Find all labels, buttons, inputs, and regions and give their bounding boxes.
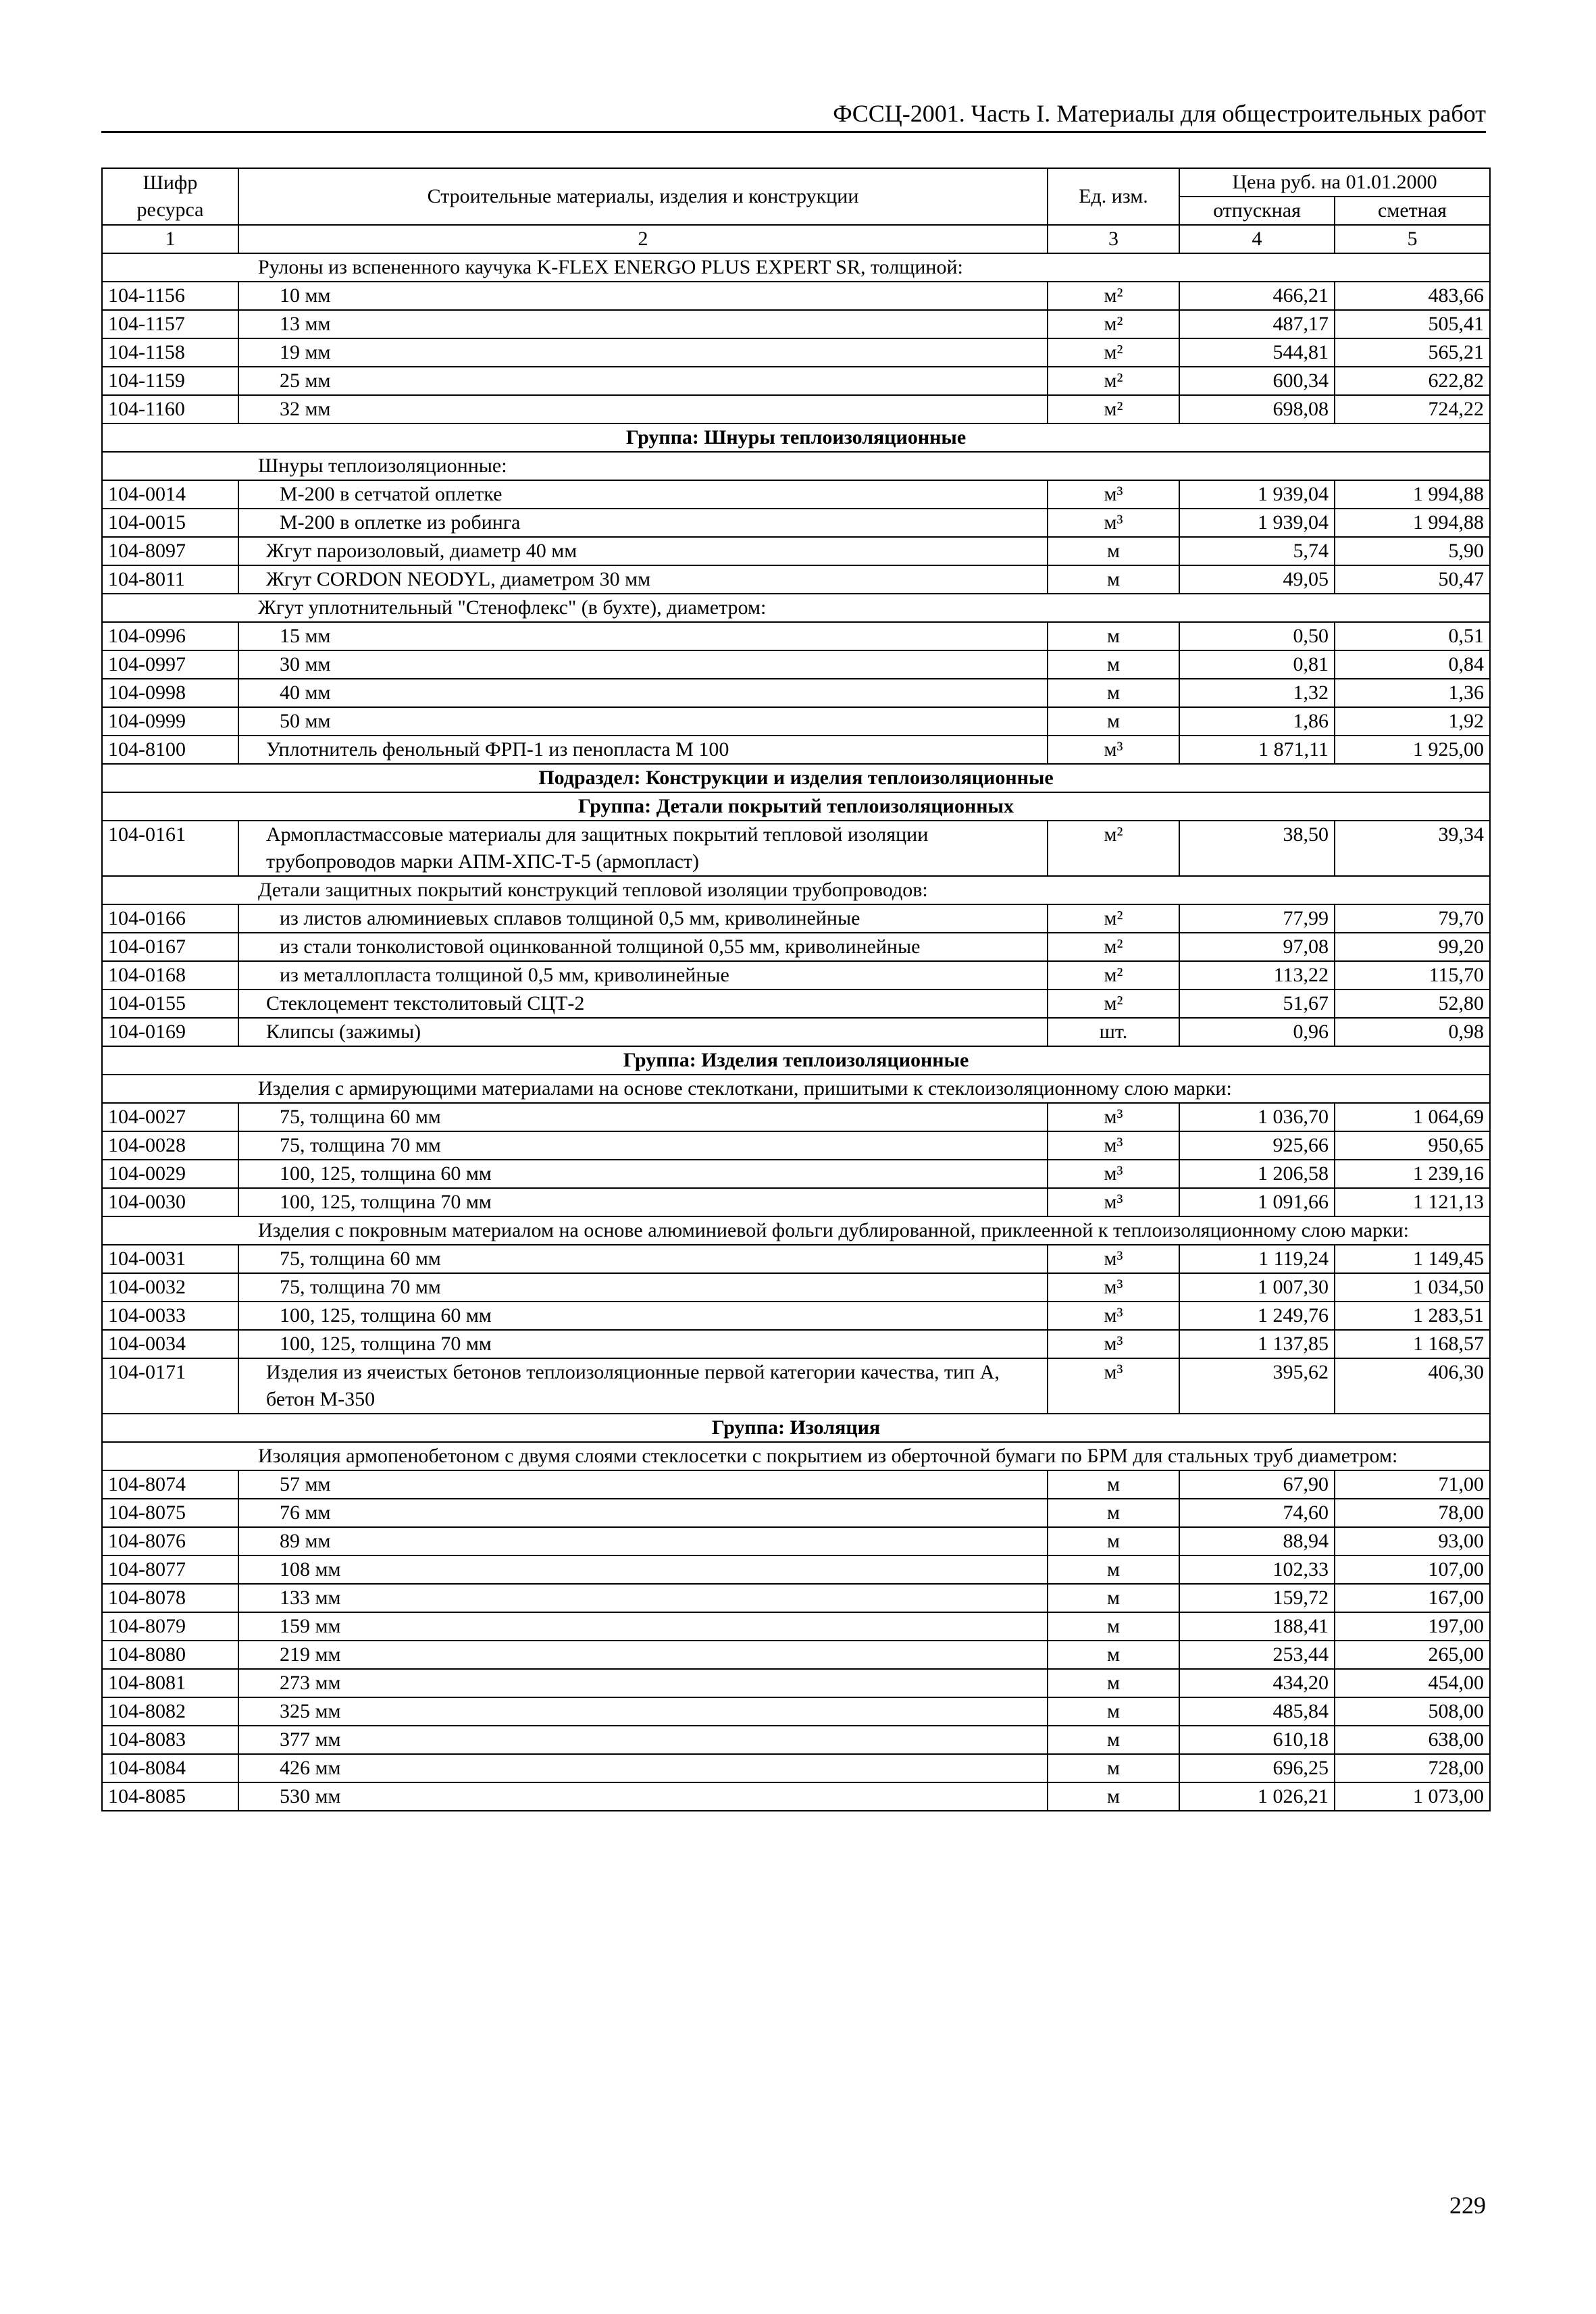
release-price: 1 119,24 bbox=[1179, 1245, 1335, 1273]
unit-of-measure: м² bbox=[1048, 282, 1179, 310]
table-row bbox=[102, 1527, 1490, 1555]
unit-of-measure: м³ bbox=[1048, 1245, 1179, 1273]
estimate-price: 1,92 bbox=[1335, 707, 1490, 736]
subheading-text: Изделия с армирующими материалами на основе стеклоткани, пришитыми к стеклоизоляционному слою марки: bbox=[102, 1075, 1490, 1103]
table-row bbox=[102, 961, 1490, 989]
header-unit: Ед. изм. bbox=[1048, 168, 1179, 225]
resource-code: 104-1156 bbox=[102, 282, 238, 310]
estimate-price: 52,80 bbox=[1335, 989, 1490, 1018]
material-name: 133 мм bbox=[238, 1584, 1048, 1612]
release-price: 485,84 bbox=[1179, 1697, 1335, 1726]
estimate-price: 39,34 bbox=[1335, 821, 1490, 876]
unit-of-measure: м³ bbox=[1048, 1273, 1179, 1302]
estimate-price: 107,00 bbox=[1335, 1555, 1490, 1584]
material-name: 273 мм bbox=[238, 1669, 1048, 1697]
material-name: из листов алюминиевых сплавов толщиной 0,5 мм, криволинейные bbox=[238, 904, 1048, 933]
unit-of-measure: м² bbox=[1048, 961, 1179, 989]
resource-code: 104-0167 bbox=[102, 933, 238, 961]
resource-code: 104-8075 bbox=[102, 1499, 238, 1527]
material-name: Армопластмассовые материалы для защитных покрытий тепловой изоляции трубопроводов марки АПМ-ХПС-Т-5 (армопласт) bbox=[238, 821, 1048, 876]
release-price: 1 036,70 bbox=[1179, 1103, 1335, 1131]
table-row bbox=[102, 1754, 1490, 1782]
unit-of-measure: м³ bbox=[1048, 1160, 1179, 1188]
subheading-row bbox=[102, 1075, 1490, 1103]
unit-of-measure: м² bbox=[1048, 367, 1179, 395]
resource-code: 104-8100 bbox=[102, 736, 238, 764]
release-price: 466,21 bbox=[1179, 282, 1335, 310]
unit-of-measure: м³ bbox=[1048, 1302, 1179, 1330]
estimate-price: 5,90 bbox=[1335, 537, 1490, 565]
release-price: 97,08 bbox=[1179, 933, 1335, 961]
release-price: 49,05 bbox=[1179, 565, 1335, 594]
estimate-price: 99,20 bbox=[1335, 933, 1490, 961]
subheading-text: Детали защитных покрытий конструкций тепловой изоляции трубопроводов: bbox=[102, 876, 1490, 904]
resource-code: 104-0030 bbox=[102, 1188, 238, 1216]
unit-of-measure: шт. bbox=[1048, 1018, 1179, 1046]
unit-of-measure: м bbox=[1048, 1782, 1179, 1811]
table-row bbox=[102, 1782, 1490, 1811]
resource-code: 104-8085 bbox=[102, 1782, 238, 1811]
group-heading: Группа: Детали покрытий теплоизоляционных bbox=[102, 792, 1490, 821]
release-price: 88,94 bbox=[1179, 1527, 1335, 1555]
unit-of-measure: м³ bbox=[1048, 1358, 1179, 1414]
resource-code: 104-8077 bbox=[102, 1555, 238, 1584]
estimate-price: 0,98 bbox=[1335, 1018, 1490, 1046]
table-row bbox=[102, 338, 1490, 367]
material-name: 100, 125, толщина 60 мм bbox=[238, 1302, 1048, 1330]
table-row bbox=[102, 1131, 1490, 1160]
release-price: 1 871,11 bbox=[1179, 736, 1335, 764]
unit-of-measure: м² bbox=[1048, 395, 1179, 423]
unit-of-measure: м bbox=[1048, 679, 1179, 707]
table-row bbox=[102, 537, 1490, 565]
resource-code: 104-0014 bbox=[102, 480, 238, 509]
table-row bbox=[102, 1470, 1490, 1499]
unit-of-measure: м² bbox=[1048, 989, 1179, 1018]
estimate-price: 1 925,00 bbox=[1335, 736, 1490, 764]
resource-code: 104-1160 bbox=[102, 395, 238, 423]
material-name: 57 мм bbox=[238, 1470, 1048, 1499]
material-name: 100, 125, толщина 70 мм bbox=[238, 1330, 1048, 1358]
material-name: 75, толщина 70 мм bbox=[238, 1273, 1048, 1302]
table-row bbox=[102, 989, 1490, 1018]
table-row bbox=[102, 480, 1490, 509]
resource-code: 104-0161 bbox=[102, 821, 238, 876]
header-code: Шифр ресурса bbox=[102, 168, 238, 225]
unit-of-measure: м² bbox=[1048, 338, 1179, 367]
table-header bbox=[102, 168, 1490, 253]
estimate-price: 79,70 bbox=[1335, 904, 1490, 933]
estimate-price: 50,47 bbox=[1335, 565, 1490, 594]
estimate-price: 406,30 bbox=[1335, 1358, 1490, 1414]
unit-of-measure: м bbox=[1048, 1641, 1179, 1669]
unit-of-measure: м³ bbox=[1048, 480, 1179, 509]
release-price: 925,66 bbox=[1179, 1131, 1335, 1160]
material-name: М-200 в сетчатой оплетке bbox=[238, 480, 1048, 509]
group-heading: Группа: Изделия теплоизоляционные bbox=[102, 1046, 1490, 1075]
subheading-text: Изделия с покровным материалом на основе алюминиевой фольги дублированной, приклеенной к теплоизоляционному слою марки: bbox=[102, 1216, 1490, 1245]
release-price: 395,62 bbox=[1179, 1358, 1335, 1414]
table-row bbox=[102, 395, 1490, 423]
release-price: 102,33 bbox=[1179, 1555, 1335, 1584]
resource-code: 104-1158 bbox=[102, 338, 238, 367]
estimate-price: 1,36 bbox=[1335, 679, 1490, 707]
release-price: 51,67 bbox=[1179, 989, 1335, 1018]
unit-of-measure: м³ bbox=[1048, 1103, 1179, 1131]
group-heading-row bbox=[102, 423, 1490, 452]
table-row bbox=[102, 1555, 1490, 1584]
release-price: 253,44 bbox=[1179, 1641, 1335, 1669]
resource-code: 104-8082 bbox=[102, 1697, 238, 1726]
page-number: 229 bbox=[1449, 2192, 1486, 2219]
table-row bbox=[102, 904, 1490, 933]
resource-code: 104-0032 bbox=[102, 1273, 238, 1302]
material-name: 25 мм bbox=[238, 367, 1048, 395]
material-name: Изделия из ячеистых бетонов теплоизоляционные первой категории качества, тип А, бетон М-350 bbox=[238, 1358, 1048, 1414]
release-price: 1,32 bbox=[1179, 679, 1335, 707]
resource-code: 104-8083 bbox=[102, 1726, 238, 1754]
resource-code: 104-0034 bbox=[102, 1330, 238, 1358]
subheading-text: Рулоны из вспененного каучука K-FLEX ENERGO PLUS EXPERT SR, толщиной: bbox=[102, 253, 1490, 282]
group-heading-row bbox=[102, 1046, 1490, 1075]
estimate-price: 1 064,69 bbox=[1335, 1103, 1490, 1131]
material-name: 219 мм bbox=[238, 1641, 1048, 1669]
table-row bbox=[102, 736, 1490, 764]
material-name: из стали тонколистовой оцинкованной толщиной 0,55 мм, криволинейные bbox=[238, 933, 1048, 961]
estimate-price: 454,00 bbox=[1335, 1669, 1490, 1697]
column-index: 5 bbox=[1335, 225, 1490, 253]
resource-code: 104-8080 bbox=[102, 1641, 238, 1669]
resource-code: 104-0155 bbox=[102, 989, 238, 1018]
release-price: 487,17 bbox=[1179, 310, 1335, 338]
material-name: 40 мм bbox=[238, 679, 1048, 707]
price-table bbox=[101, 168, 1491, 1811]
release-price: 698,08 bbox=[1179, 395, 1335, 423]
estimate-price: 1 168,57 bbox=[1335, 1330, 1490, 1358]
resource-code: 104-8011 bbox=[102, 565, 238, 594]
unit-of-measure: м bbox=[1048, 707, 1179, 736]
estimate-price: 508,00 bbox=[1335, 1697, 1490, 1726]
release-price: 1,86 bbox=[1179, 707, 1335, 736]
unit-of-measure: м bbox=[1048, 1726, 1179, 1754]
estimate-price: 78,00 bbox=[1335, 1499, 1490, 1527]
header-price: Цена руб. на 01.01.2000 bbox=[1179, 168, 1490, 197]
table-row bbox=[102, 622, 1490, 650]
release-price: 434,20 bbox=[1179, 1669, 1335, 1697]
subheading-text: Шнуры теплоизоляционные: bbox=[102, 452, 1490, 480]
table-row bbox=[102, 1330, 1490, 1358]
estimate-price: 1 121,13 bbox=[1335, 1188, 1490, 1216]
table-row bbox=[102, 282, 1490, 310]
estimate-price: 505,41 bbox=[1335, 310, 1490, 338]
table-row bbox=[102, 933, 1490, 961]
unit-of-measure: м bbox=[1048, 1669, 1179, 1697]
subheading-row bbox=[102, 452, 1490, 480]
table-row bbox=[102, 1358, 1490, 1414]
group-heading-row bbox=[102, 1414, 1490, 1442]
header-name: Строительные материалы, изделия и конструкции bbox=[238, 168, 1048, 225]
material-name: 30 мм bbox=[238, 650, 1048, 679]
estimate-price: 0,84 bbox=[1335, 650, 1490, 679]
subheading-row bbox=[102, 253, 1490, 282]
release-price: 0,81 bbox=[1179, 650, 1335, 679]
resource-code: 104-0031 bbox=[102, 1245, 238, 1273]
estimate-price: 197,00 bbox=[1335, 1612, 1490, 1641]
subheading-row bbox=[102, 1442, 1490, 1470]
resource-code: 104-8076 bbox=[102, 1527, 238, 1555]
material-name: 325 мм bbox=[238, 1697, 1048, 1726]
table-row bbox=[102, 1245, 1490, 1273]
resource-code: 104-0996 bbox=[102, 622, 238, 650]
material-name: 100, 125, толщина 60 мм bbox=[238, 1160, 1048, 1188]
material-name: 426 мм bbox=[238, 1754, 1048, 1782]
estimate-price: 1 283,51 bbox=[1335, 1302, 1490, 1330]
release-price: 5,74 bbox=[1179, 537, 1335, 565]
release-price: 188,41 bbox=[1179, 1612, 1335, 1641]
release-price: 0,50 bbox=[1179, 622, 1335, 650]
resource-code: 104-0028 bbox=[102, 1131, 238, 1160]
table-row bbox=[102, 310, 1490, 338]
unit-of-measure: м bbox=[1048, 1612, 1179, 1641]
unit-of-measure: м bbox=[1048, 1555, 1179, 1584]
table-row bbox=[102, 509, 1490, 537]
header-rule bbox=[101, 131, 1486, 133]
estimate-price: 1 149,45 bbox=[1335, 1245, 1490, 1273]
resource-code: 104-1159 bbox=[102, 367, 238, 395]
estimate-price: 622,82 bbox=[1335, 367, 1490, 395]
unit-of-measure: м bbox=[1048, 1584, 1179, 1612]
unit-of-measure: м bbox=[1048, 1499, 1179, 1527]
unit-of-measure: м bbox=[1048, 1527, 1179, 1555]
unit-of-measure: м bbox=[1048, 622, 1179, 650]
material-name: 32 мм bbox=[238, 395, 1048, 423]
resource-code: 104-0166 bbox=[102, 904, 238, 933]
material-name: 76 мм bbox=[238, 1499, 1048, 1527]
material-name: 75, толщина 60 мм bbox=[238, 1103, 1048, 1131]
material-name: 50 мм bbox=[238, 707, 1048, 736]
group-heading: Группа: Шнуры теплоизоляционные bbox=[102, 423, 1490, 452]
table-row bbox=[102, 367, 1490, 395]
resource-code: 104-0168 bbox=[102, 961, 238, 989]
table-row bbox=[102, 1188, 1490, 1216]
release-price: 77,99 bbox=[1179, 904, 1335, 933]
material-name: из металлопласта толщиной 0,5 мм, криволинейные bbox=[238, 961, 1048, 989]
running-header: ФССЦ-2001. Часть I. Материалы для общестроительных работ bbox=[833, 100, 1486, 127]
section-heading: Подраздел: Конструкции и изделия теплоизоляционные bbox=[102, 764, 1490, 792]
release-price: 38,50 bbox=[1179, 821, 1335, 876]
unit-of-measure: м² bbox=[1048, 933, 1179, 961]
estimate-price: 1 239,16 bbox=[1335, 1160, 1490, 1188]
release-price: 600,34 bbox=[1179, 367, 1335, 395]
subheading-row bbox=[102, 594, 1490, 622]
unit-of-measure: м² bbox=[1048, 904, 1179, 933]
header-release-price: отпускная bbox=[1179, 197, 1335, 225]
unit-of-measure: м³ bbox=[1048, 509, 1179, 537]
release-price: 67,90 bbox=[1179, 1470, 1335, 1499]
unit-of-measure: м bbox=[1048, 1470, 1179, 1499]
material-name: 10 мм bbox=[238, 282, 1048, 310]
material-name: 377 мм bbox=[238, 1726, 1048, 1754]
resource-code: 104-0027 bbox=[102, 1103, 238, 1131]
material-name: 19 мм bbox=[238, 338, 1048, 367]
material-name: Уплотнитель фенольный ФРП-1 из пенопласта М 100 bbox=[238, 736, 1048, 764]
group-heading-row bbox=[102, 792, 1490, 821]
resource-code: 104-0171 bbox=[102, 1358, 238, 1414]
release-price: 1 091,66 bbox=[1179, 1188, 1335, 1216]
table-row bbox=[102, 1669, 1490, 1697]
table-row bbox=[102, 1103, 1490, 1131]
estimate-price: 1 994,88 bbox=[1335, 509, 1490, 537]
release-price: 1 007,30 bbox=[1179, 1273, 1335, 1302]
resource-code: 104-8084 bbox=[102, 1754, 238, 1782]
release-price: 610,18 bbox=[1179, 1726, 1335, 1754]
unit-of-measure: м bbox=[1048, 537, 1179, 565]
estimate-price: 1 073,00 bbox=[1335, 1782, 1490, 1811]
estimate-price: 1 994,88 bbox=[1335, 480, 1490, 509]
table-row bbox=[102, 1160, 1490, 1188]
resource-code: 104-8074 bbox=[102, 1470, 238, 1499]
unit-of-measure: м bbox=[1048, 650, 1179, 679]
estimate-price: 638,00 bbox=[1335, 1726, 1490, 1754]
estimate-price: 265,00 bbox=[1335, 1641, 1490, 1669]
estimate-price: 71,00 bbox=[1335, 1470, 1490, 1499]
resource-code: 104-0997 bbox=[102, 650, 238, 679]
table-row bbox=[102, 707, 1490, 736]
resource-code: 104-0015 bbox=[102, 509, 238, 537]
table-row bbox=[102, 650, 1490, 679]
table-row bbox=[102, 1499, 1490, 1527]
unit-of-measure: м² bbox=[1048, 821, 1179, 876]
material-name: 89 мм bbox=[238, 1527, 1048, 1555]
table-row bbox=[102, 1726, 1490, 1754]
table-row bbox=[102, 1273, 1490, 1302]
table-row bbox=[102, 1612, 1490, 1641]
release-price: 1 026,21 bbox=[1179, 1782, 1335, 1811]
resource-code: 104-8097 bbox=[102, 537, 238, 565]
release-price: 113,22 bbox=[1179, 961, 1335, 989]
resource-code: 104-0999 bbox=[102, 707, 238, 736]
release-price: 1 206,58 bbox=[1179, 1160, 1335, 1188]
section-heading-row bbox=[102, 764, 1490, 792]
unit-of-measure: м³ bbox=[1048, 736, 1179, 764]
unit-of-measure: м bbox=[1048, 1754, 1179, 1782]
resource-code: 104-8078 bbox=[102, 1584, 238, 1612]
subheading-text: Изоляция армопенобетоном с двумя слоями стеклосетки с покрытием из оберточной бумаги по БРМ для стальных труб диаметром: bbox=[102, 1442, 1490, 1470]
release-price: 74,60 bbox=[1179, 1499, 1335, 1527]
table-row bbox=[102, 1302, 1490, 1330]
release-price: 0,96 bbox=[1179, 1018, 1335, 1046]
table-row bbox=[102, 1641, 1490, 1669]
table-row bbox=[102, 679, 1490, 707]
material-name: 530 мм bbox=[238, 1782, 1048, 1811]
table-row bbox=[102, 1584, 1490, 1612]
estimate-price: 93,00 bbox=[1335, 1527, 1490, 1555]
unit-of-measure: м³ bbox=[1048, 1131, 1179, 1160]
release-price: 696,25 bbox=[1179, 1754, 1335, 1782]
unit-of-measure: м³ bbox=[1048, 1330, 1179, 1358]
release-price: 1 939,04 bbox=[1179, 480, 1335, 509]
material-name: Жгут CORDON NEODYL, диаметром 30 мм bbox=[238, 565, 1048, 594]
unit-of-measure: м³ bbox=[1048, 1188, 1179, 1216]
estimate-price: 728,00 bbox=[1335, 1754, 1490, 1782]
material-name: Стеклоцемент текстолитовый СЦТ-2 bbox=[238, 989, 1048, 1018]
subheading-row bbox=[102, 1216, 1490, 1245]
resource-code: 104-1157 bbox=[102, 310, 238, 338]
material-name: 15 мм bbox=[238, 622, 1048, 650]
estimate-price: 565,21 bbox=[1335, 338, 1490, 367]
release-price: 544,81 bbox=[1179, 338, 1335, 367]
material-name: Жгут пароизоловый, диаметр 40 мм bbox=[238, 537, 1048, 565]
table-row bbox=[102, 1018, 1490, 1046]
unit-of-measure: м bbox=[1048, 565, 1179, 594]
release-price: 159,72 bbox=[1179, 1584, 1335, 1612]
table-row bbox=[102, 1697, 1490, 1726]
estimate-price: 724,22 bbox=[1335, 395, 1490, 423]
material-name: Клипсы (зажимы) bbox=[238, 1018, 1048, 1046]
unit-of-measure: м² bbox=[1048, 310, 1179, 338]
unit-of-measure: м bbox=[1048, 1697, 1179, 1726]
subheading-text: Жгут уплотнительный "Стенофлекс" (в бухте), диаметром: bbox=[102, 594, 1490, 622]
estimate-price: 0,51 bbox=[1335, 622, 1490, 650]
material-name: 108 мм bbox=[238, 1555, 1048, 1584]
material-name: 159 мм bbox=[238, 1612, 1048, 1641]
resource-code: 104-8081 bbox=[102, 1669, 238, 1697]
release-price: 1 137,85 bbox=[1179, 1330, 1335, 1358]
resource-code: 104-0033 bbox=[102, 1302, 238, 1330]
header-estimate-price: сметная bbox=[1335, 197, 1490, 225]
estimate-price: 950,65 bbox=[1335, 1131, 1490, 1160]
table-row bbox=[102, 821, 1490, 876]
material-name: М-200 в оплетке из робинга bbox=[238, 509, 1048, 537]
subheading-row bbox=[102, 876, 1490, 904]
group-heading: Группа: Изоляция bbox=[102, 1414, 1490, 1442]
release-price: 1 249,76 bbox=[1179, 1302, 1335, 1330]
column-index: 2 bbox=[238, 225, 1048, 253]
estimate-price: 483,66 bbox=[1335, 282, 1490, 310]
material-name: 75, толщина 70 мм bbox=[238, 1131, 1048, 1160]
table-row bbox=[102, 565, 1490, 594]
estimate-price: 1 034,50 bbox=[1335, 1273, 1490, 1302]
column-index: 3 bbox=[1048, 225, 1179, 253]
material-name: 75, толщина 60 мм bbox=[238, 1245, 1048, 1273]
column-index: 1 bbox=[102, 225, 238, 253]
table-body bbox=[102, 253, 1490, 1811]
estimate-price: 115,70 bbox=[1335, 961, 1490, 989]
resource-code: 104-0998 bbox=[102, 679, 238, 707]
resource-code: 104-8079 bbox=[102, 1612, 238, 1641]
column-index: 4 bbox=[1179, 225, 1335, 253]
resource-code: 104-0029 bbox=[102, 1160, 238, 1188]
estimate-price: 167,00 bbox=[1335, 1584, 1490, 1612]
material-name: 13 мм bbox=[238, 310, 1048, 338]
release-price: 1 939,04 bbox=[1179, 509, 1335, 537]
resource-code: 104-0169 bbox=[102, 1018, 238, 1046]
material-name: 100, 125, толщина 70 мм bbox=[238, 1188, 1048, 1216]
